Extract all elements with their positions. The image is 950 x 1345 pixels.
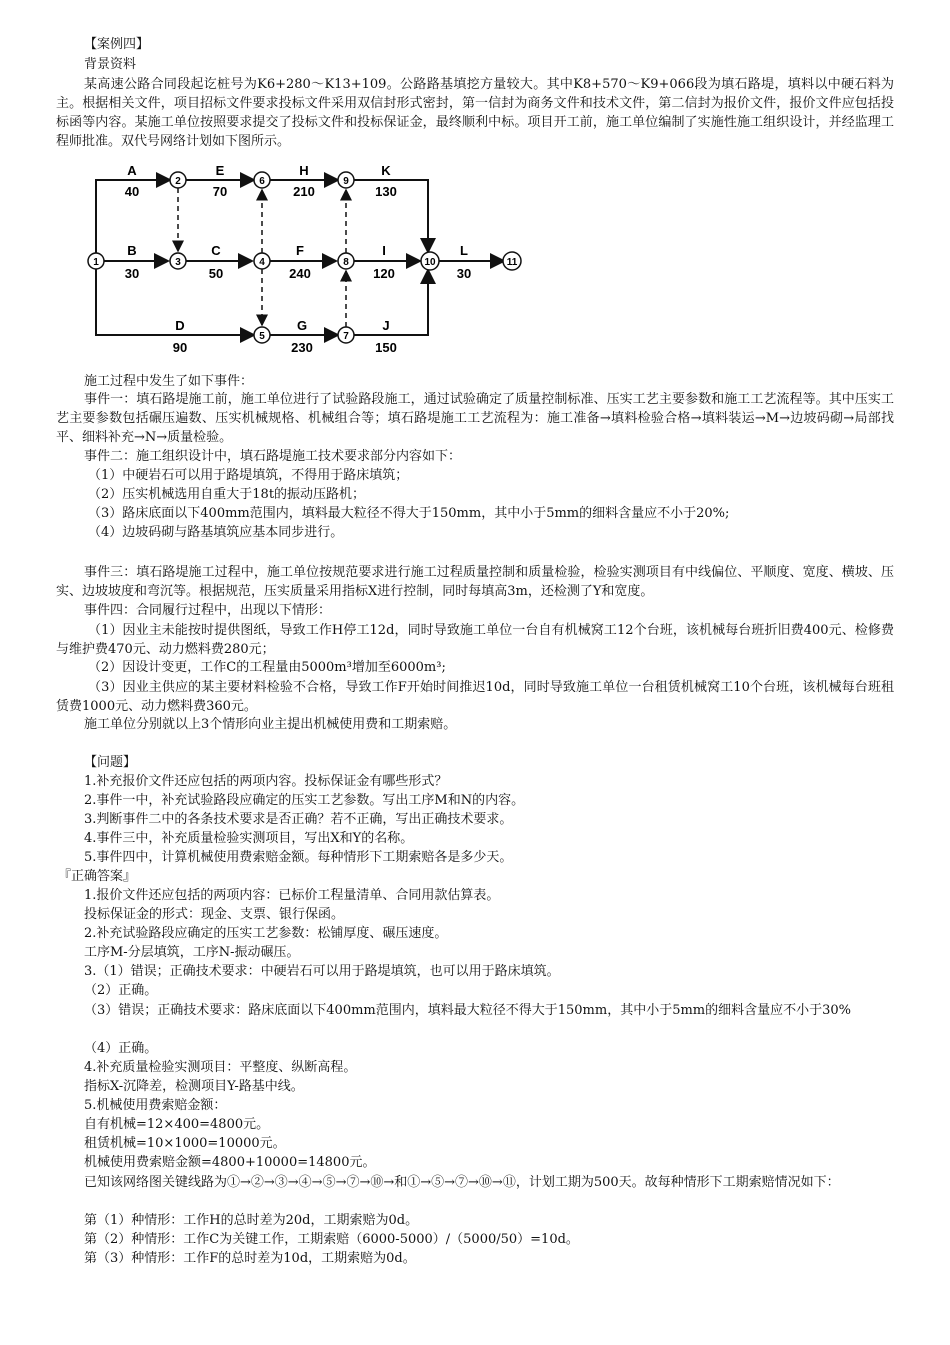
label-G: G (296, 318, 308, 333)
node-11 (503, 252, 521, 270)
label-A: A (127, 163, 137, 178)
node-5-label: 5 (259, 331, 265, 342)
label-D: D (175, 318, 185, 333)
question-3: 3.判断事件二中的各条技术要求是否正确？若不正确，写出正确技术要求。 (84, 812, 513, 827)
event-4-item-2: （2）因设计变更，工作C的工程量由5000m³增加至6000m³; (88, 660, 446, 675)
event-4-tail: 施工单位分别就以上3个情形向业主提出机械使用费和工期索赔。 (84, 717, 457, 732)
node-6-label: 6 (259, 176, 265, 187)
answer-title: 『正确答案』 (58, 869, 137, 884)
answer-5-7: 第（2）种情形：工作C为关键工作，工期索赔（6000-5000）/（5000/50）=10d。 (84, 1232, 579, 1247)
node-4-label: 4 (259, 257, 265, 268)
label-K: K (381, 163, 391, 178)
node-10 (421, 252, 439, 270)
answer-1-1: 1.报价文件还应包括的两项内容：已标价工程量清单、合同用款估算表。 (84, 888, 500, 903)
answer-5-5: 已知该网络图关键线路为①→②→③→④→⑤→⑦→⑩→和①→⑤→⑦→⑩→⑪，计划工期为500天。故每种情形下工期索赔情况如下： (84, 1175, 840, 1190)
duration-A: 40 (124, 184, 140, 199)
duration-F: 240 (289, 266, 311, 281)
event-4-intro: 事件四：合同履行过程中，出现以下情形： (84, 603, 332, 618)
answer-3-3: （3）错误；正确技术要求：路床底面以下400mm范围内，填料最大粒径不得大于150mm，其中小于5mm的细料含量应不小于30% (84, 1003, 852, 1018)
event-2-item-1: （1）中硬岩石可以用于路堤填筑，不得用于路床填筑； (88, 468, 409, 483)
events-intro: 施工过程中发生了如下事件： (84, 374, 254, 389)
event-2-item-3: （3）路床底面以下400mm范围内，填料最大粒径不得大于150mm，其中小于5mm的细料含量应不小于20%; (88, 506, 730, 521)
duration-G: 230 (291, 340, 313, 355)
answer-3-1: 3.（1）错误；正确技术要求：中硬岩石可以用于路堤填筑，也可以用于路床填筑。 (84, 964, 560, 979)
node-8 (338, 253, 354, 269)
label-J: J (382, 318, 390, 333)
label-B: B (127, 243, 137, 258)
node-2-label: 2 (175, 176, 181, 187)
question-1: 1.补充报价文件还应包括的两项内容。投标保证金有哪些形式？ (84, 774, 448, 789)
answer-5-8: 第（3）种情形：工作F的总时差为10d，工期索赔为0d。 (84, 1251, 416, 1266)
node-7 (338, 327, 354, 343)
label-I: I (382, 243, 386, 258)
event-2-intro: 事件二：施工组织设计中，填石路堤施工技术要求部分内容如下： (84, 449, 462, 464)
answer-5-3: 租赁机械=10×1000=10000元。 (84, 1136, 286, 1151)
answer-2-1: 2.补充试验路段应确定的压实工艺参数：松铺厚度、碾压速度。 (84, 926, 448, 941)
question-2: 2.事件一中，补充试验路段应确定的压实工艺参数。写出工序M和N的内容。 (84, 793, 525, 808)
node-1-label: 1 (93, 257, 99, 268)
node-3-label: 3 (175, 257, 181, 268)
answer-3-4: （4）正确。 (84, 1041, 158, 1056)
network-diagram (80, 160, 540, 360)
question-5: 5.事件四中，计算机械使用费索赔金额。每种情形下工期索赔各是多少天。 (84, 850, 513, 865)
duration-K: 130 (375, 184, 397, 199)
node-3 (170, 253, 186, 269)
node-11-label: 11 (506, 257, 518, 268)
answer-5-6: 第（1）种情形：工作H的总时差为20d，工期索赔为0d。 (84, 1213, 419, 1228)
event-1: 事件一：填石路堤施工前，施工单位进行了试验路段施工，通过试验确定了质量控制标准、压实工艺主要参数和施工工艺流程等。其中压实工艺主要参数包括碾压遍数、压实机械规格、机械组合等；填石路堤施工工艺流程为：施工准备→填料检验合格→填料装运→M→边坡码砌→局部找平、细料补充→N→质量检验。 (56, 392, 894, 445)
node-2 (170, 172, 186, 188)
event-3: 事件三：填石路堤施工过程中，施工单位按规范要求进行施工过程质量控制和质量检验，检验实测项目有中线偏位、平顺度、宽度、横坡、压实、边坡坡度和弯沉等。根据规范，压实质量采用指标X进行控制，同时每填高3m，还检测了Y和宽度。 (56, 565, 894, 599)
node-7-label: 7 (343, 331, 349, 342)
event-4-item-1: （1）因业主未能按时提供图纸，导致工作H停工12d，同时导致施工单位一台自有机械窝工12个台班，该机械每台班折旧费400元、检修费与维护费470元、动力燃料费280元； (56, 623, 894, 657)
answer-4-1: 4.补充质量检验实测项目：平整度、纵断高程。 (84, 1060, 357, 1075)
duration-H: 210 (293, 184, 315, 199)
node-9-label: 9 (343, 176, 349, 187)
node-8-label: 8 (343, 257, 349, 268)
label-C: C (211, 243, 221, 258)
case-title: 【案例四】 (84, 37, 150, 52)
event-2-item-2: （2）压实机械选用自重大于18t的振动压路机； (88, 487, 366, 502)
label-E: E (215, 163, 225, 178)
event-2-item-4: （4）边坡码砌与路基填筑应基本同步进行。 (88, 525, 344, 540)
answer-5-2: 自有机械=12×400=4800元。 (84, 1117, 270, 1132)
event-4-item-3: （3）因业主供应的某主要材料检验不合格，导致工作F开始时间推迟10d，同时导致施工单位一台租赁机械窝工10个台班，该机械每台班租赁费1000元、动力燃料费360元。 (56, 680, 894, 714)
background-paragraph: 某高速公路合同段起讫桩号为K6+280～K13+109。公路路基填挖方量较大。其中K8+570～K9+066段为填石路堤，填料以中硬石料为主。根据相关文件，项目招标文件要求投标文件采用双信封形式密封，第一信封为商务文件和技术文件，第二信封为报价文件，报价文件应包括投标函等内容。某施工单位按照要求提交了投标文件和投标保证金，最终顺利中标。项目开工前，施工单位编制了实施性施工组织设计，并经监理工程师批准。双代号网络计划如下图所示。 (56, 77, 894, 149)
node-5 (254, 327, 270, 343)
duration-E: 70 (212, 184, 228, 199)
background-label: 背景资料 (84, 57, 137, 72)
duration-D: 90 (172, 340, 188, 355)
node-9 (338, 172, 354, 188)
question-4: 4.事件三中，补充质量检验实测项目，写出X和Y的名称。 (84, 831, 414, 846)
answer-2-2: 工序M-分层填筑，工序N-振动碾压。 (84, 945, 300, 960)
answer-3-2: （2）正确。 (84, 983, 158, 998)
node-4 (254, 253, 270, 269)
answer-1-2: 投标保证金的形式：现金、支票、银行保函。 (84, 907, 345, 922)
label-F: F (296, 243, 304, 258)
node-6 (254, 172, 270, 188)
answer-5-4: 机械使用费索赔金额=4800+10000=14800元。 (84, 1155, 376, 1170)
duration-B: 30 (124, 266, 140, 281)
label-H: H (299, 163, 309, 178)
node-10-label: 10 (424, 257, 436, 268)
duration-J: 150 (375, 340, 397, 355)
duration-L: 30 (456, 266, 472, 281)
questions-title: 【问题】 (84, 755, 137, 770)
label-L: L (460, 243, 468, 258)
answer-5-1: 5.机械使用费索赔金额： (84, 1098, 227, 1113)
duration-C: 50 (208, 266, 224, 281)
answer-4-2: 指标X-沉降差，检测项目Y-路基中线。 (84, 1079, 304, 1094)
duration-I: 120 (373, 266, 395, 281)
node-1 (88, 253, 104, 269)
